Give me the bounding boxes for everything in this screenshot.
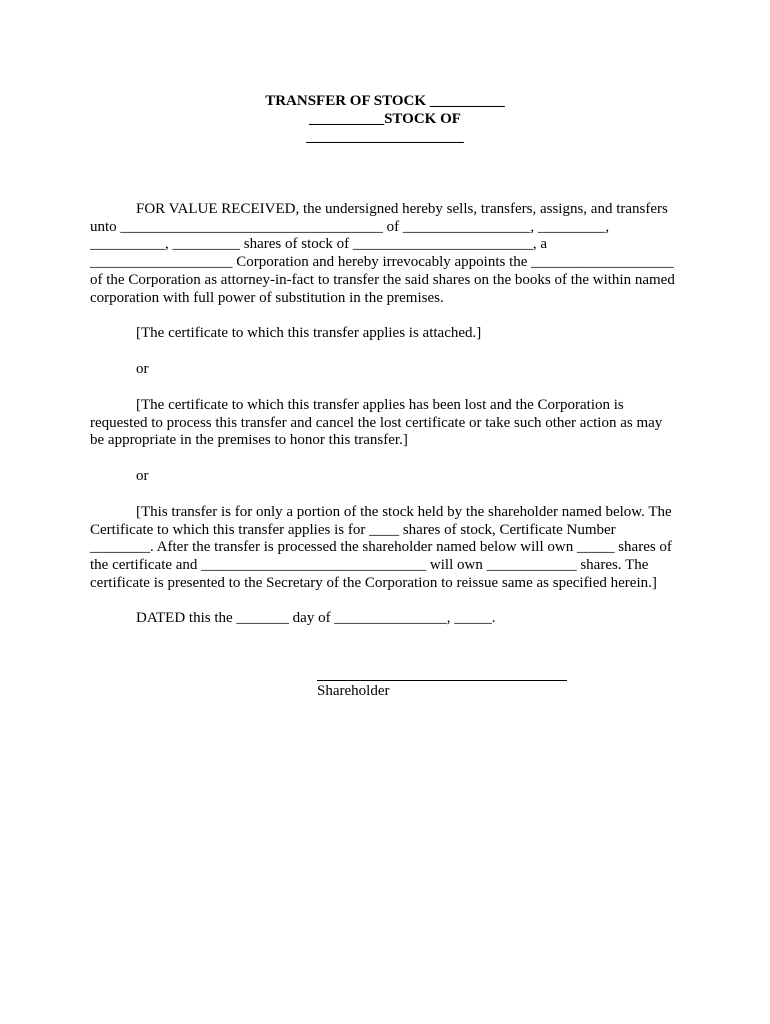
paragraph-partial-transfer (90, 504, 690, 593)
paragraph-line: certificate is presented to the Secretary of the Corporation to reissue same as specified herein.] (90, 574, 657, 591)
document-title (0, 92, 770, 146)
paragraph-line: unto ___________________________________ of _________________, _________, (90, 218, 610, 235)
paragraph-line: [This transfer is for only a portion of the stock held by the shareholder named below. The (136, 504, 672, 520)
paragraph-line: [The certificate to which this transfer applies is attached.] (136, 325, 482, 341)
paragraph-line: FOR VALUE RECEIVED, the undersigned hereby sells, transfers, assigns, and transfers (136, 201, 668, 217)
dated-text: DATED this the _______ day of _______________, _____. (136, 610, 496, 626)
paragraph-line: __________, _________ shares of stock of ________________________, a (90, 236, 548, 253)
paragraph-line: of the Corporation as attorney-in-fact to transfer the said shares on the books of the within named (90, 271, 675, 288)
title-line-3: _____________________ (306, 129, 464, 145)
paragraph-line: the certificate and ______________________________ will own ____________ shares. The (90, 557, 649, 574)
paragraph-line: Certificate to which this transfer applies is for ____ shares of stock, Certificate Number (90, 521, 616, 538)
paragraph-line: ___________________ Corporation and hereby irrevocably appoints the ___________________ (90, 254, 674, 271)
paragraph-line: [The certificate to which this transfer applies has been lost and the Corporation is (136, 397, 624, 413)
or-separator-2 (90, 468, 690, 486)
or-text: or (136, 361, 149, 377)
title-line-1: TRANSFER OF STOCK __________ (265, 93, 505, 109)
paragraph-line: ________. After the transfer is processed the shareholder named below will own _____ shares of (90, 539, 672, 556)
paragraph-certificate-lost (90, 397, 690, 450)
title-line-2: __________STOCK OF (309, 111, 461, 127)
dated-line (90, 610, 690, 628)
or-separator-1 (90, 361, 690, 379)
paragraph-line: requested to process this transfer and cancel the lost certificate or take such other action as may (90, 414, 663, 431)
signature-label: Shareholder (317, 683, 390, 699)
paragraph-line: be appropriate in the premises to honor this transfer.] (90, 432, 408, 449)
signature-line (317, 680, 567, 681)
paragraph-certificate-attached (90, 325, 690, 343)
paragraph-value-received (90, 201, 690, 307)
paragraph-line: corporation with full power of substitution in the premises. (90, 289, 444, 306)
or-text: or (136, 468, 149, 484)
